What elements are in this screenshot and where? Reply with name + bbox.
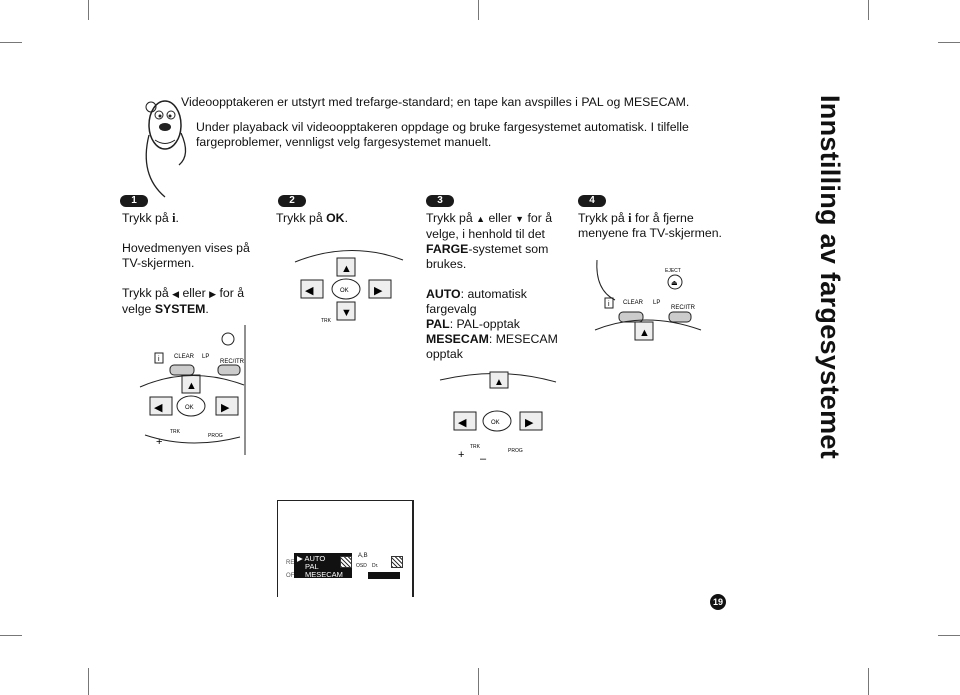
arrow-left-icon: ◀ bbox=[172, 289, 180, 299]
osd-left-label-of: OF bbox=[286, 573, 295, 579]
step-3-text bbox=[426, 211, 566, 362]
step-1-p3-prefix: Trykk på bbox=[122, 286, 173, 300]
crop-mark bbox=[0, 42, 22, 43]
plus-label: + bbox=[458, 449, 465, 461]
arrow-left-icon: ◀ bbox=[154, 402, 163, 414]
remote-control-step-3 bbox=[440, 370, 560, 465]
selection-arrow-icon: ▶ bbox=[297, 554, 303, 563]
step-4-p1-prefix: Trykk på bbox=[578, 211, 629, 225]
ok-key-label: OK bbox=[326, 211, 345, 225]
step-2-text bbox=[276, 211, 406, 241]
step-1-badge: 1 bbox=[120, 195, 148, 207]
arrow-right-icon: ▶ bbox=[209, 289, 217, 299]
step-3-badge: 3 bbox=[426, 195, 454, 207]
step-3-p1-end: -systemet som brukes. bbox=[426, 242, 549, 271]
arrow-down-icon: ▼ bbox=[341, 307, 352, 319]
arrow-left-icon: ◀ bbox=[458, 417, 467, 429]
eject-label: EJECT bbox=[665, 268, 681, 274]
auto-option-label: AUTO bbox=[426, 287, 461, 301]
trk-label: TRK bbox=[170, 429, 180, 435]
arrow-right-icon: ▶ bbox=[374, 285, 383, 297]
mesecam-option-label: MESECAM bbox=[426, 332, 489, 346]
step-2-badge: 2 bbox=[278, 195, 306, 207]
step-4-badge: 4 bbox=[578, 195, 606, 207]
pal-option-desc: : PAL-opptak bbox=[449, 317, 520, 331]
page-number: 19 bbox=[710, 594, 726, 610]
plus-label: + bbox=[156, 436, 163, 448]
intro-line-2: Under playaback vil videoopptakeren oppdage og bruke fargesystemet automatisk. I tilfelle bbox=[196, 120, 689, 134]
rec-label: REC/ITR bbox=[671, 305, 695, 311]
step-1-p1-suffix: . bbox=[175, 211, 179, 225]
ok-button-label: OK bbox=[491, 420, 500, 426]
arrow-left-icon: ◀ bbox=[305, 285, 314, 297]
ok-button-label: OK bbox=[340, 288, 349, 294]
info-button-label: i bbox=[608, 301, 610, 308]
crop-mark bbox=[88, 0, 89, 20]
step-4-p1-suffix: for å fjerne menyene fra TV-skjermen. bbox=[578, 211, 722, 240]
arrow-up-icon: ▲ bbox=[341, 263, 352, 275]
trk-label: TRK bbox=[321, 318, 331, 324]
farge-label: FARGE bbox=[426, 242, 469, 256]
remote-control-step-4 bbox=[595, 260, 705, 350]
tv-screen-illustration bbox=[277, 500, 414, 597]
arrow-up-icon: ▲ bbox=[186, 380, 197, 392]
lp-label: LP bbox=[202, 354, 210, 360]
osd-icon-block bbox=[391, 556, 403, 568]
auto-option-desc: : automatisk fargevalg bbox=[426, 287, 527, 316]
minus-label: – bbox=[480, 453, 487, 465]
arrow-down-icon: ▼ bbox=[515, 214, 525, 224]
step-3-p1-prefix: Trykk på bbox=[426, 211, 477, 225]
eject-icon: ⏏ bbox=[671, 280, 678, 287]
arrow-up-icon: ▲ bbox=[476, 214, 486, 224]
arrow-right-icon: ▶ bbox=[525, 417, 534, 429]
crop-mark bbox=[938, 635, 960, 636]
page-title: Innstilling av fargesystemet bbox=[815, 95, 845, 460]
osd-icon-block bbox=[340, 556, 352, 568]
step-3-p1-suffix: for å velge, i henhold til det bbox=[426, 211, 553, 241]
osd-option-pal: PAL bbox=[305, 562, 319, 571]
rec-label: REC/ITR bbox=[220, 359, 244, 365]
trk-label: TRK bbox=[470, 444, 480, 450]
clear-label: CLEAR bbox=[623, 300, 644, 306]
info-key-label: i bbox=[628, 211, 632, 225]
rec-button bbox=[669, 312, 691, 322]
osd-option-auto-label: AUTO bbox=[304, 554, 326, 563]
osd-label-dr: Dr. bbox=[372, 563, 379, 569]
remote-control-step-1 bbox=[140, 325, 260, 460]
mesecam-option-desc: : MESECAM opptak bbox=[426, 332, 558, 361]
osd-nav-icons bbox=[368, 572, 400, 579]
info-button-label: i bbox=[158, 356, 160, 363]
eject-button bbox=[222, 333, 234, 345]
ok-button-label: OK bbox=[185, 405, 194, 411]
crop-mark bbox=[938, 42, 960, 43]
step-1-p2: Hovedmenyen vises på TV-skjermen. bbox=[122, 241, 250, 270]
intro-line-1: Videoopptakeren er utstyrt med trefarge-standard; en tape kan avspilles i PAL og MESECAM. bbox=[181, 95, 690, 109]
crop-mark bbox=[868, 0, 869, 20]
step-3-p1-mid: eller bbox=[485, 211, 516, 225]
crop-mark bbox=[868, 668, 869, 695]
crop-mark bbox=[0, 635, 22, 636]
clear-label: CLEAR bbox=[174, 354, 195, 360]
remote-control-step-2 bbox=[295, 240, 405, 325]
prog-label: PROG bbox=[508, 448, 523, 454]
arrow-up-icon: ▲ bbox=[494, 377, 504, 388]
osd-left-label-re: RE bbox=[286, 560, 295, 566]
osd-label-ab: A,B bbox=[358, 553, 368, 559]
prog-label: PROG bbox=[208, 433, 223, 439]
rec-button bbox=[218, 365, 240, 375]
lp-label: LP bbox=[653, 300, 661, 306]
osd-option-mesecam: MESECAM bbox=[305, 570, 343, 579]
info-key-label: i bbox=[172, 211, 176, 225]
step-1-p1-prefix: Trykk på bbox=[122, 211, 173, 225]
step-2-p1-suffix: . bbox=[344, 211, 348, 225]
osd-label-osd: OSD bbox=[356, 563, 367, 569]
step-1-p3-mid: eller bbox=[179, 286, 210, 300]
step-1-text bbox=[122, 211, 262, 332]
arrow-up-icon: ▲ bbox=[639, 327, 650, 339]
crop-mark bbox=[478, 668, 479, 695]
pal-option-label: PAL bbox=[426, 317, 450, 331]
step-1-p3-suffix: for å velge bbox=[122, 286, 245, 316]
step-4-text bbox=[578, 211, 728, 256]
step-1-p3-end: . bbox=[205, 302, 209, 316]
intro-line-3: fargeproblemer, vennligst velg fargesystemet manuelt. bbox=[196, 135, 492, 149]
crop-mark bbox=[478, 0, 479, 20]
step-2-p1-prefix: Trykk på bbox=[276, 211, 327, 225]
crop-mark bbox=[88, 668, 89, 695]
arrow-right-icon: ▶ bbox=[221, 402, 230, 414]
clear-button bbox=[170, 365, 194, 375]
system-label: SYSTEM bbox=[154, 302, 206, 316]
